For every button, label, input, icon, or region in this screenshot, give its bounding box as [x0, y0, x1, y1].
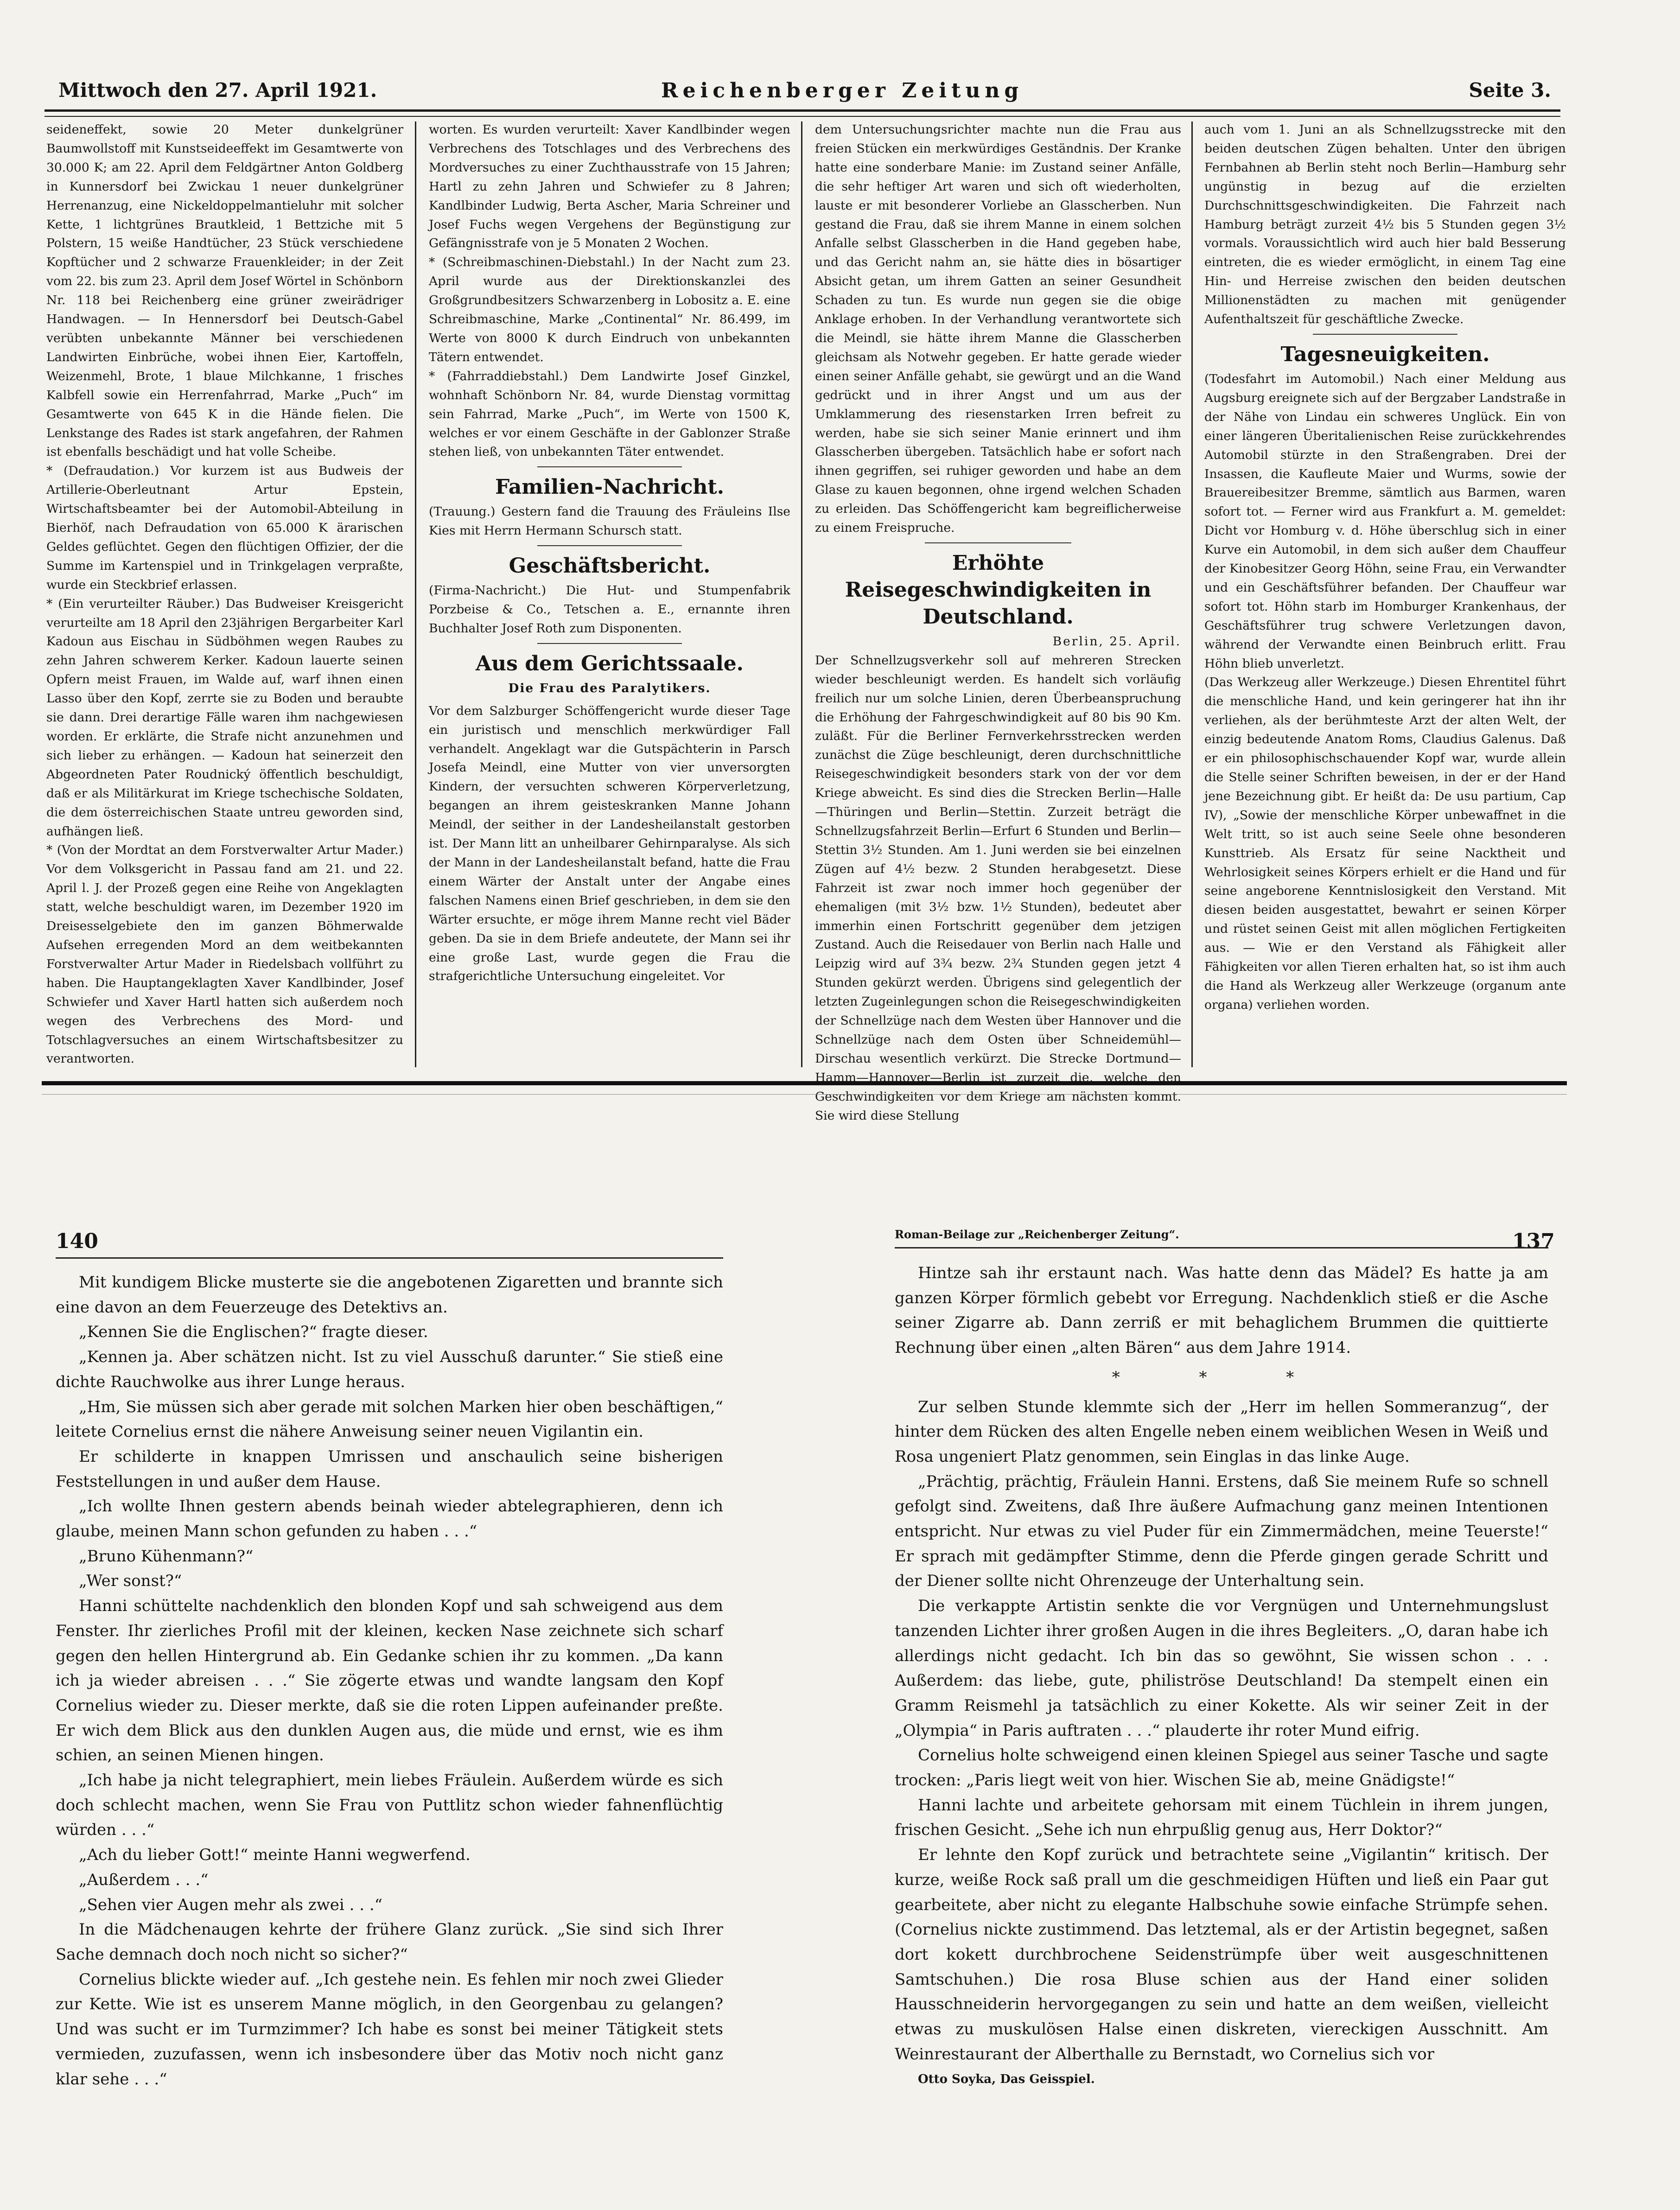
- section-heading-family: Familien-Nachricht.: [495, 475, 725, 499]
- section-heading-business: Geschäftsbericht.: [509, 554, 711, 578]
- col3-para: dem Untersuchungsrichter machte nun die Frau aus freien Stücken ein merkwürdiges Geständnis. Der Kranke hatte eine sonderbare Manie: im Zustand seiner Anfälle, die sehr heftiger Art waren und sich oft wiederholten, lauste er mit besonderer Vorliebe an Glasscherben. Nun gestand die Frau, daß sie ihrem Manne in einem solchen Anfalle selbst Glasscherben in die Hand gegeben habe, und das Gericht nahm an, sie hätte dies in bösartiger Absicht getan, um ihrem Gatten an seiner Gesundheit Schaden zu tun. Es wurde nun gegen sie die obige Anklage erhoben. In der Verhandlung verantwortete sich die Meindl, sie hätte ihrem Manne die Glasscherben gleichsam als Notwehr gegeben. Er hatte gerade wieder einen seiner Anfälle gehabt, sie gewürgt und an die Wand gedrückt und in ihrer Angst und um aus der Umklammerung des riesenstarken Irren befreit zu werden, habe sie sich seiner Manie erinnert und ihm Glasscherben übergeben. Tatsächlich habe er sofort nach ihnen gegriffen, sei ruhiger geworden und habe an dem Glase zu kauen begonnen, ohne irgend welchen Schaden zu erleiden. Das Schöffengericht kam begreiflicherweise zu einem Freispruche.: [815, 122, 1181, 535]
- col2-para: * (Schreibmaschinen-Diebstahl.) In der Nacht zum 23. April wurde aus der Direktionskanzlei des Großgrundbesitzers Schwarzenberg in Lobositz a. E. eine Schreibmaschine, Marke „Continental“ Nr. 86.499, im Werte von 8000 K durch Eindruch von unbekannten Tätern entwendet.: [429, 255, 790, 364]
- col4-para: auch vom 1. Juni an als Schnellzugsstrecke mit den beiden deutschen Zügen behalten. Unter den übrigen Fernbahnen ab Berlin steht noch Berlin—Hamburg sehr ungünstig in bezug auf die erzielten Durchschnittsgeschwindigkeiten. Die Fahrzeit nach Hamburg beträgt zurzeit 4½ bis 5 Stunden gegen 3½ vormals. Voraussichtlich wird auch hier bald Besserung eintreten, die es wieder ermöglicht, in einem Tag eine Hin- und Herreise zwischen den beiden deutschen Millionenstädten zu machen mit genügender Aufenthaltszeit für geschäftliche Zwecke.: [1204, 122, 1566, 327]
- column-rule: [415, 121, 416, 1067]
- col1-para: * (Von der Mordtat an dem Forstverwalter Artur Mader.) Vor dem Volksgericht in Passau fand am 21. und 22. April l. J. der Prozeß gegen eine Reihe von Angeklagten statt, welche beschuldigt waren, im Dezember 1920 im Dreisesselgebiete den im ganzen Böhmerwalde Aufsehen erregenden Mord an dem weitbekannten Forstverwalter Artur Mader in Riedelsbach vollführt zu haben. Die Hauptangeklagten Xaver Kandlbinder, Josef Schwiefer und Xaver Hartl hatten sich außerdem noch wegen des Verbrechens des Mord- und Totschlagversuches an einem Wirtschaftsbesitzer zu verantworten.: [46, 843, 403, 1066]
- col2-para: (Firma-Nachricht.) Die Hut- und Stumpenfabrik Porzbeise & Co., Tetschen a. E., ernannte ihren Buchhalter Josef Roth zum Disponenten.: [429, 583, 790, 636]
- col3-para: Der Schnellzugsverkehr soll auf mehreren Strecken wieder beschleunigt werden. Es handelt sich vorläufig freilich nur um solche Linien, deren Überbeanspruchung die Erhöhung der Fahrgeschwindigkeit auf 80 bis 90 Km. zuläßt. Für die Berliner Fernverkehrsstrecken werden zunächst die Züge beschleunigt, deren durchschnittliche Reisegeschwindigkeit besonders stark von der vor dem Kriege abweicht. Es sind dies die Strecken Berlin—Halle—Thüringen und Berlin—Stettin. Zurzeit beträgt die Schnellzugsfahrzeit Berlin—Erfurt 6 Stunden und Berlin—Stettin 3½ Stunden. Am 1. Juni werden sie bei einzelnen Zügen auf 4½ bezw. 2 Stunden herabgesetzt. Diese Fahrzeit ist zwar noch immer hoch gegenüber der ehemaligen (mit 3½ bzw. 1½ Stunden), bedeutet aber immerhin einen Fortschritt gegenüber dem jetzigen Zustand. Auch die Reisedauer von Berlin nach Halle und Leipzig wird auf 3¾ bezw. 2¾ Stunden gegen jetzt 4 Stunden gekürzt werden. Übrigens sind gelegentlich der letzten Zugeinlegungen schon die Reisegeschwindigkeiten der Schnellzüge nach dem Westen über Hannover und die Schnellzüge nach dem Osten über Schneidemühl—Dirschau wesentlich verkürzt. Die Strecke Dortmund—Hamm—Hannover—Berlin ist zurzeit die, welche den Geschwindigkeiten vor dem Kriege am nächsten kommt. Sie wird diese Stellung: [815, 653, 1181, 1123]
- col4-para: (Das Werkzeug aller Werkzeuge.) Diesen Ehrentitel führt die menschliche Hand, und kein geringerer hat ihn ihr verliehen, als der berühmteste Arzt der alten Welt, der einzig bedeutende Anatom Roms, Claudius Galenus. Daß er ein philosophischschauender Kopf war, wurde allein die Stelle seiner Schriften beweisen, in der er der Hand jene Bezeichnung gibt. Er heißt da: De usu partium, Cap IV), „Sowie der menschliche Körper unbewaffnet in die Welt tritt, so ist auch seine Seele ohne besonderen Kunsttrieb. Als Ersatz für seine Nacktheit und Wehrlosigkeit seines Körpers erhielt er die Hand und für seine angeborene Kenntnislosigkeit den Verstand. Mit diesen beiden ausgestattet, bewahrt er seinen Körper und rüstet seinen Geist mit allen möglichen Fertigkeiten aus. — Wie er den Verstand als Fähigkeit aller Fähigkeiten vor allen Tieren erhalten hat, so ist ihm auch die Hand als Werkzeug aller Werkzeuge (organum ante organa) verliehen worden.: [1204, 675, 1566, 1012]
- col1-para: seideneffekt, sowie 20 Meter dunkelgrüner Baumwollstoff mit Kunstseideeffekt im Gesamtwerte von 30.000 K; am 22. April dem Feldgärtner Anton Goldberg in Kunnersdorf bei Zwickau 1 neuer dunkelgrüner Herrenanzug, eine Nickeldoppelmantieluhr mit solcher Kette, 1 lichtgrünes Brautkleid, 1 Bettziche mit 5 Polstern, 15 weiße Handtücher, 23 Stück verschiedene Kopftücher und 2 schwarze Frauenkleider; in der Zeit vom 22. bis zum 23. April dem Josef Wörtel in Schönborn Nr. 118 bei Reichenberg eine grüner zweirädriger Handwagen. — In Hennersdorf bei Deutsch-Gabel verübten unbekannte Männer bei verschiedenen Landwirten Einbrüche, wobei ihnen Eier, Kartoffeln, Weizenmehl, Brote, 1 blaue Milchkanne, 1 frisches Kalbfell sowie ein Herrenfahrrad, Marke „Puch“ im Gesamtwerte von 645 K in die Hände fielen. Die Lenkstange des Rades ist stark angefahren, der Rahmen ist ebenfalls beschädigt und hat volle Scheibe.: [46, 122, 403, 459]
- article-heading-train-speed: Erhöhte Reisegeschwindigkeiten in Deutschland.: [845, 551, 1152, 629]
- novel-para: „Ich habe ja nicht telegraphiert, mein liebes Fräulein. Außerdem würde es sich doch schlecht machen, wenn Sie Frau von Puttlitz schon wieder fahnenflüchtig würden . . .“: [56, 1771, 723, 1840]
- col2-para: * (Fahrraddiebstahl.) Dem Landwirte Josef Ginzkel, wohnhaft Schönborn Nr. 84, wurde Dienstag vormittag sein Fahrrad, Marke „Puch“, im Werte von 1500 K, welches er vor einem Geschäfte in der Gablonzer Straße stehen ließ, von unbekannten Täter entwendet.: [429, 369, 790, 459]
- masthead-rule: [45, 109, 1560, 112]
- section-heading-news: Tagesneuigkeiten.: [1280, 342, 1490, 366]
- left-page-rule: [56, 1257, 723, 1259]
- novel-right-page: [895, 1261, 1548, 2092]
- novel-para: Hintze sah ihr erstaunt nach. Was hatte denn das Mädel? Es hatte ja am ganzen Körper förmlich gebebt vor Erregung. Nachdenklich stieß er die Asche seiner Zigarre ab. Dann zerriß er mit behaglichem Brummen die quittierte Rechnung über einen „alten Bären“ aus dem Jahre 1914.: [895, 1264, 1548, 1357]
- section-separator: [1313, 334, 1457, 335]
- novel-para: Mit kundigem Blicke musterte sie die angebotenen Zigaretten und brannte sich eine davon an dem Feuerzeuge des Detektivs an.: [56, 1273, 723, 1317]
- novel-para: „Sehen vier Augen mehr als zwei . . .“: [79, 1895, 383, 1914]
- column-rule: [801, 121, 802, 1067]
- novel-para: Er schilderte in knappen Umrissen und anschaulich seine bisherigen Feststellungen in und außer dem Hause.: [56, 1447, 723, 1491]
- novel-para: Hanni lachte und arbeitete gehorsam mit einem Tüchlein in ihrem jungen, frischen Gesicht. „Sehe ich nun ehrpußlig genug aus, Herr Doktor?“: [895, 1796, 1548, 1840]
- novel-para: Zur selben Stunde klemmte sich der „Herr im hellen Sommeranzug“, der hinter dem Rücken des alten Engelle neben einem weiblichen Wesen in Weiß und Rosa ungeniert Platz genommen, sein Einglas in das linke Auge.: [895, 1397, 1548, 1466]
- column-1: [46, 121, 403, 1071]
- feuilleton-divider-thin: [42, 1094, 1567, 1095]
- section-separator: [925, 542, 1071, 543]
- column-rule: [1191, 121, 1193, 1067]
- novel-para: „Wer sonst?“: [79, 1572, 182, 1591]
- col4-para: (Todesfahrt im Automobil.) Nach einer Meldung aus Augsburg ereignete sich auf der Bergzaber Landstraße in der Nähe von Lindau ein schweres Unglück. Ein von einer längeren Überitalienischen Reise zurückkehrendes Automobil stürzte in den Straßengraben. Drei der Insassen, die Kaufleute Maier und Wurms, sowie der Brauereibesitzer Bremme, sämtlich aus Barmen, waren sofort tot. — Ferner wird aus Frankfurt a. M. gemeldet: Dicht vor Homburg v. d. Höhe überschlug sich in einer Kurve ein Automobil, in dem sich außer dem Chauffeur der Kinobesitzer Georg Höhn, seine Frau, ein Verwandter und ein Geschäftsführer befanden. Der Chauffeur war sofort tot. Höhn starb im Homburger Krankenhaus, der Geschäftsführer trug schwere Verletzungen davon, während der Verwandte einen Beinbruch erlitt. Frau Höhn blieb unverletzt.: [1204, 371, 1566, 671]
- novel-para: Die verkappte Artistin senkte die vor Vergnügen und Unternehmungslust tanzenden Lichter ihrer großen Augen in die ihres Begleiters. „O, daran habe ich allerdings nicht gedacht. Ich bin das so gewöhnt, Sie wissen schon . . . Außerdem: das liebe, gute, philiströse Deutschland! Da stempelt einen ein Gramm Reismehl ja tatsächlich zu einer Kokette. Als wir seiner Zeit in der „Olympia“ in Paris auftraten . . .“ plauderte ihr roter Mund eifrig.: [895, 1597, 1548, 1740]
- novel-para: „Kennen ja. Aber schätzen nicht. Ist zu viel Ausschuß darunter.“ Sie stieß eine dichte Rauchwolke aus ihrer Lunge heraus.: [56, 1348, 723, 1391]
- novel-para: „Bruno Kühenmann?“: [79, 1547, 254, 1566]
- dateline: Berlin, 25. April.: [1052, 634, 1181, 649]
- article-subheading: Die Frau des Paralytikers.: [508, 681, 711, 695]
- column-4: [1204, 121, 1566, 1071]
- novel-para: „Ach du lieber Gott!“ meinte Hanni wegwerfend.: [79, 1846, 471, 1865]
- column-2: [429, 121, 790, 1071]
- novel-para: Cornelius holte schweigend einen kleinen Spiegel aus seiner Tasche und sagte trocken: „Paris liegt weit von hier. Wischen Sie ab, meine Gnädigste!“: [895, 1746, 1548, 1790]
- column-3: [815, 121, 1181, 1123]
- section-stars: * * *: [1112, 1368, 1331, 1387]
- novel-para: Er lehnte den Kopf zurück und betrachtete seine „Vigilantin“ kritisch. Der kurze, weiße Rock saß prall um die geschmeidigen Hüften und ließ ein Paar gut gearbeitete, aber nicht zu elegante Halbschuhe sowie einfache Strümpfe sehen. (Cornelius nickte zustimmend. Das letztemal, als er der Artistin begegnet, saßen dort kokett durchbrochene Seidenstrümpfe über weit ausgeschnittenen Samtschuhen.) Die rosa Bluse schien aus der Hand einer soliden Hausschneiderin hervorgegangen zu sein und hatte an dem weißen, vielleicht etwas zu muskulösen Halse einen diskreten, viereckigen Ausschnitt. Am Weinrestaurant der Alberthalle zu Bernstadt, wo Cornelius sich vor: [895, 1846, 1548, 2064]
- col1-para: * (Defraudation.) Vor kurzem ist aus Budweis der Artillerie-Oberleutnant Artur Epstein, Wirtschaftsbeamter bei der Automobil-Abteilung in Bierhöf, nach Defraudation von 65.000 K ärarischen Geldes geflüchtet. Gegen den flüchtigen Offizier, der die Summe im Kartenspiel und in Trinkgelagen verpraßte, wurde ein Steckbrief erlassen.: [46, 464, 403, 592]
- novel-para: Cornelius blickte wieder auf. „Ich gestehe nein. Es fehlen mir noch zwei Glieder zur Kette. Wie ist es unserem Manne möglich, in den Georgenbau zu gelangen? Und was sucht er im Turmzimmer? Ich habe es sonst bei meiner Tätigkeit stets vermieden, zuzufassen, wenn ich insbesondere über das Motiv noch nicht ganz klar sehe . . .“: [56, 1970, 723, 2089]
- novel-left-page: [56, 1270, 723, 2092]
- novel-para: „Ich wollte Ihnen gestern abends beinah wieder abtelegraphieren, denn ich glaube, meinen Mann schon gefunden zu haben . . .“: [56, 1497, 723, 1541]
- col2-para: worten. Es wurden verurteilt: Xaver Kandlbinder wegen Verbrechens des Totschlages und des Verbrechens des Mordversuches zu einer Zuchthausstrafe von 15 Jahren; Hartl zu zehn Jahren und Schwiefer zu 8 Jahren; Kandlbinder Ludwig, Berta Ascher, Maria Schreiner und Josef Fuchs wegen Vergehens der Begünstigung zur Gefängnisstrafe von je 5 Monaten 2 Wochen.: [429, 122, 790, 251]
- page-label: Seite 3.: [1469, 79, 1551, 102]
- novel-para: „Außerdem . . .“: [79, 1870, 209, 1889]
- issue-date: Mittwoch den 27. April 1921.: [58, 79, 377, 102]
- feuilleton-divider: [42, 1081, 1567, 1085]
- right-page-rule: [895, 1247, 1548, 1248]
- novel-para: In die Mädchenaugen kehrte der frühere Glanz zurück. „Sie sind sich Ihrer Sache demnach doch noch nicht so sicher?“: [56, 1920, 723, 1964]
- section-heading-court: Aus dem Gerichtssaale.: [475, 651, 744, 675]
- col2-para: (Trauung.) Gestern fand die Trauung des Fräuleins Ilse Kies mit Herrn Hermann Schursch statt.: [429, 504, 790, 538]
- left-page-number: 140: [56, 1229, 98, 1253]
- section-separator: [537, 466, 682, 467]
- novel-para: „Hm, Sie müssen sich aber gerade mit solchen Marken hier oben beschäftigen,“ leitete Cornelius ernst die nähere Anweisung seiner neuen Vigilantin ein.: [56, 1397, 723, 1441]
- novel-para: Hanni schüttelte nachdenklich den blonden Kopf und sah schweigend aus dem Fenster. Ihr zierliches Profil mit der kleinen, kecken Nase zeichnete sich scharf gegen den hellen Hintergrund ab. Ein Gedanke schien ihr zu kommen. „Da kann ich ja wieder abreisen . . .“ Sie zögerte etwas und wandte langsam den Kopf Cornelius wieder zu. Dieser merkte, daß sie die roten Lippen aufeinander preßte. Er wich dem Blick aus den dunklen Augen aus, die müde und ernst, wie es ihm schien, an seinen Mienen hingen.: [56, 1597, 723, 1765]
- supplement-header: Roman-Beilage zur „Reichenberger Zeitung“.: [895, 1228, 1179, 1241]
- novel-para: „Kennen Sie die Englischen?“ fragte dieser.: [79, 1323, 428, 1342]
- novel-para: „Prächtig, prächtig, Fräulein Hanni. Erstens, daß Sie meinem Rufe so schnell gefolgt sind. Zweitens, daß Ihre äußere Aufmachung ganz meinen Intentionen entspricht. Nur etwas zu viel Puder für ein Zimmermädchen, meine Teuerste!“ Er sprach mit gedämpfter Stimme, denn die Pferde gingen gerade Schritt und der Diener sollte nicht Ohrenzeuge der Unterhaltung sein.: [895, 1472, 1548, 1591]
- masthead: [45, 74, 1560, 108]
- section-separator: [537, 643, 682, 644]
- masthead-rule-thin: [45, 116, 1560, 117]
- col2-para: Vor dem Salzburger Schöffengericht wurde dieser Tage ein juristisch und menschlich merkwürdiger Fall verhandelt. Angeklagt war die Gutspächterin in Parsch Josefa Meindl, eine Mutter von vier unversorgten Kindern, der versuchten schweren Körperverletzung, begangen an ihrem geisteskranken Manne Johann Meindl, der seither in der Landesheilanstalt gestorben ist. Der Mann litt an unheilbarer Gehirnparalyse. Als sich der Mann in der Landesheilanstalt befand, hatte die Frau einem Wärter der Anstalt unter der Angabe eines falschen Namens einen Brief geschrieben, in dem sie den Wärter ersuchte, er möge ihrem Manne recht viel Bäder geben. Da sie in dem Briefe andeutete, der Mann sei ihr eine große Last, wurde gegen die Frau die strafgerichtliche Untersuchung eingeleitet. Vor: [429, 703, 790, 984]
- author-credit: Otto Soyka, Das Geisspiel.: [918, 2072, 1095, 2086]
- col1-para: * (Ein verurteilter Räuber.) Das Budweiser Kreisgericht verurteilte am 18 April den 23jährigen Bergarbeiter Karl Kadoun aus Eischau in Südböhmen wegen Raubes zu zehn Jahren schwerem Kerker. Kadoun lauerte seinen Opfern meist Frauen, im Walde auf, warf ihnen einen Lasso über den Kopf, zerrte sie zu Boden und beraubte sie dann. Drei derartige Fälle waren ihm nachgewiesen worden. Er erklärte, die Strafe nicht anzunehmen und sich lieber zu erhängen. — Kadoun hat seinerzeit den Abgeordneten Pater Roudnický öffentlich beschuldigt, daß er als Militärkurat im Kriege tschechische Soldaten, die dem österreichischen Staate untreu geworden sind, aufhängen ließ.: [46, 596, 403, 839]
- newspaper-title: Reichenberger Zeitung: [661, 79, 1024, 102]
- right-page-number: 137: [1512, 1229, 1555, 1253]
- section-separator: [537, 545, 682, 546]
